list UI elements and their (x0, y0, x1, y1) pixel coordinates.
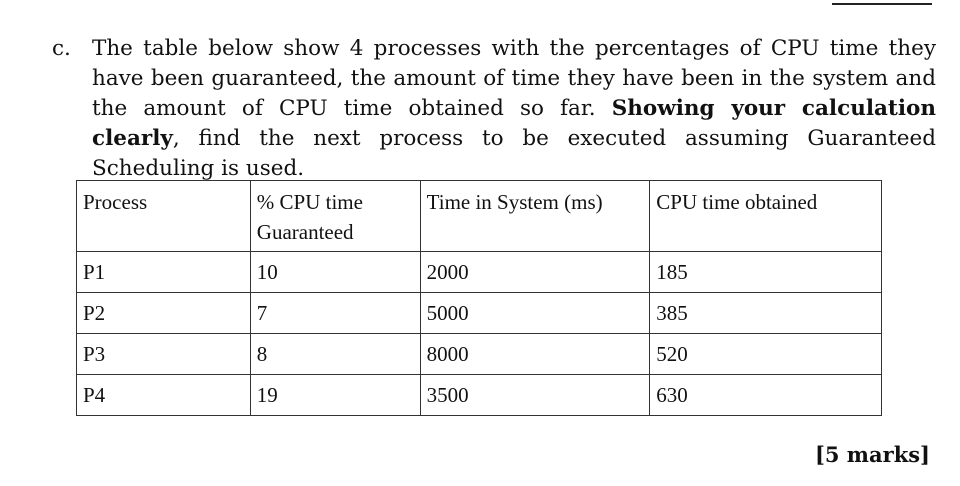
cell-time-in-system: 2000 (420, 252, 650, 293)
question-block (52, 34, 936, 184)
cell-cpu-guaranteed: 8 (250, 334, 420, 375)
header-time-in-system: Time in System (ms) (420, 181, 650, 252)
question-text (92, 34, 936, 184)
cell-cpu-obtained: 385 (650, 293, 882, 334)
cell-time-in-system: 5000 (420, 293, 650, 334)
header-cpu-obtained: CPU time obtained (650, 181, 882, 252)
process-table (76, 180, 882, 416)
table-row (77, 293, 882, 334)
question-label: c. (52, 36, 71, 61)
table-row (77, 334, 882, 375)
marks-label: [5 marks] (814, 442, 930, 467)
table-row (77, 252, 882, 293)
cell-process: P3 (77, 334, 251, 375)
cell-cpu-obtained: 630 (650, 375, 882, 416)
cell-time-in-system: 3500 (420, 375, 650, 416)
question-text-part2: , find the next process to be executed assuming Guaranteed Scheduling is used. (92, 126, 936, 181)
question-text-bold: Showing your calculation clearly (92, 96, 936, 151)
header-process: Process (77, 181, 251, 252)
question-text-part1: The table below show 4 processes with the percentages of CPU time they have been guaranteed, the amount of time they have been in the system and the amount of CPU time obtained so far. (92, 36, 936, 121)
table-row (77, 375, 882, 416)
cell-cpu-guaranteed: 19 (250, 375, 420, 416)
table-header-row (77, 181, 882, 252)
cell-cpu-guaranteed: 10 (250, 252, 420, 293)
top-rule-mark (832, 0, 932, 5)
header-cpu-guaranteed: % CPU time Guaranteed (250, 181, 420, 252)
cell-cpu-guaranteed: 7 (250, 293, 420, 334)
cell-process: P2 (77, 293, 251, 334)
cell-process: P4 (77, 375, 251, 416)
cell-cpu-obtained: 520 (650, 334, 882, 375)
cell-time-in-system: 8000 (420, 334, 650, 375)
cell-process: P1 (77, 252, 251, 293)
cell-cpu-obtained: 185 (650, 252, 882, 293)
